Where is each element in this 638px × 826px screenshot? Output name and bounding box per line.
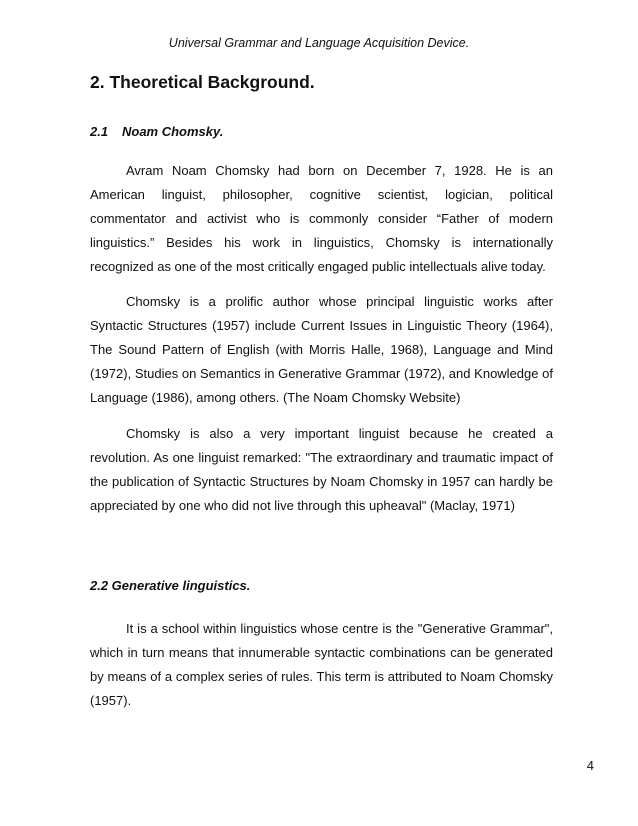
- subsection-heading-generative: 2.2 Generative linguistics.: [90, 578, 251, 593]
- paragraph-chomsky-works: Chomsky is a prolific author whose principal linguistic works after Syntactic Structures (1957) include Current Issues in Linguistic Theory (1964), The Sound Pattern of English (with Morris Halle, 1968), Language and Mind (1972), Studies on Semantics in Generative Grammar (1972), and Knowledge of Language (1986), among others. (The Noam Chomsky Website): [90, 294, 553, 406]
- subsection-number: 2.1: [90, 124, 109, 139]
- subsection-title: Noam Chomsky.: [122, 124, 224, 139]
- paragraph-chomsky-bio: Avram Noam Chomsky had born on December 7, 1928. He is an American linguist, philosopher, cognitive scientist, logician, political commentator and activist who is commonly consider “Father of modern linguistics.” Besides his work in linguistics, Chomsky is internationally recognized as one of the most critically engaged public intellectuals alive today.: [90, 163, 553, 275]
- paragraph-generative-linguistics: It is a school within linguistics whose centre is the "Generative Grammar", which in turn means that innumerable syntactic combinations can be generated by means of a complex series of rules. This term is attributed to Noam Chomsky (1957).: [90, 621, 553, 709]
- page-number: 4: [586, 758, 594, 773]
- subsection-heading-chomsky: [90, 124, 553, 139]
- paragraph-chomsky-revolution: Chomsky is also a very important linguist because he created a revolution. As one linguist remarked: "The extraordinary and traumatic impact of the publication of Syntactic Structures by Noam Chomsky in 1957 can hardly be appreciated by one who did not live through this upheaval" (Maclay, 1971): [90, 426, 553, 514]
- running-header: Universal Grammar and Language Acquisition Device.: [168, 36, 470, 50]
- section-title: 2. Theoretical Background.: [90, 72, 315, 92]
